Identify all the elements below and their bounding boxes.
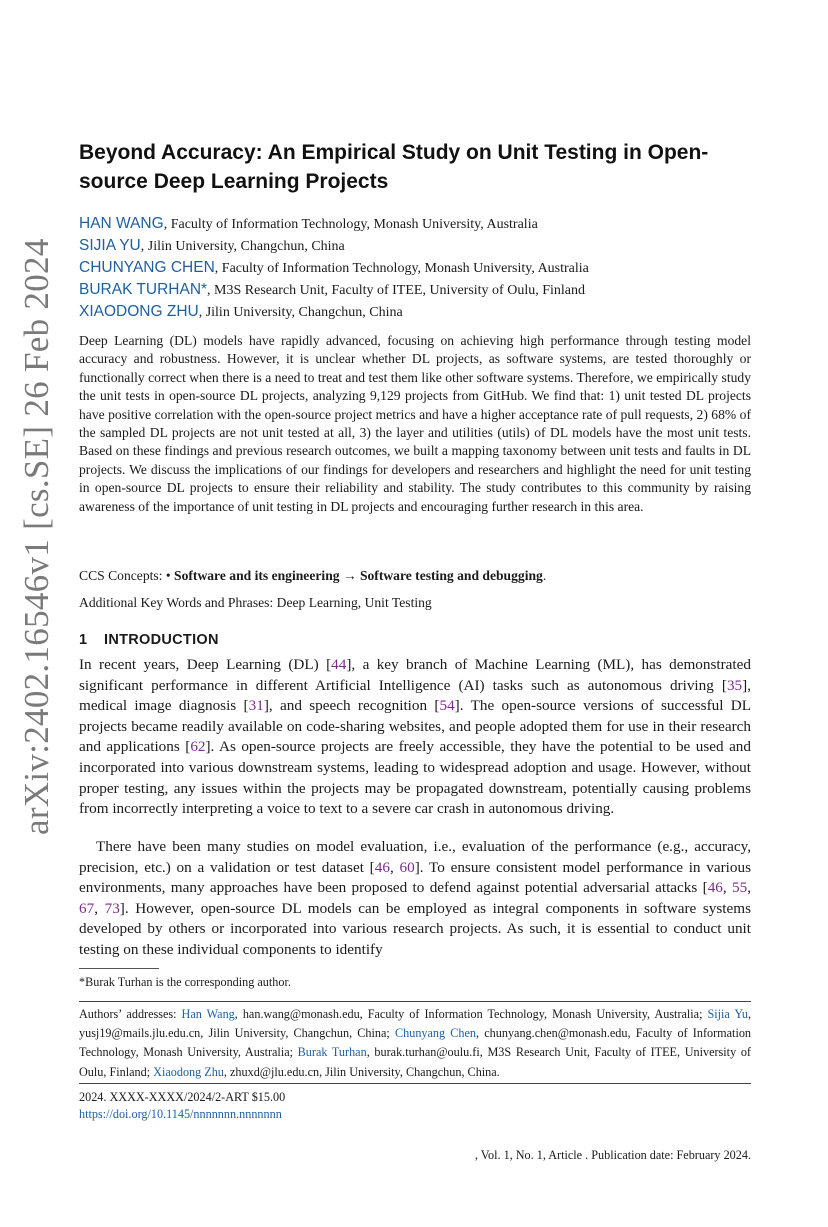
keywords: Additional Key Words and Phrases: Deep Learning, Unit Testing [79,595,432,610]
citation-link[interactable]: 55 [732,879,748,897]
author-affiliation: , Jilin University, Changchun, China [140,239,345,254]
ccs-label: CCS Concepts: • [79,568,175,583]
doi-link[interactable]: https://doi.org/10.1145/nnnnnnn.nnnnnnn [79,1107,282,1121]
text-run: , [722,879,733,897]
ccs-concepts [79,567,751,585]
citation-link[interactable]: 31 [248,697,264,715]
intro-paragraph-1 [79,655,751,820]
paper-title: Beyond Accuracy: An Empirical Study on Unit Testing in Open-source Deep Learning Projects [79,141,709,193]
citation-link[interactable]: 46 [374,858,390,876]
author-entry [79,235,769,257]
section-heading [79,630,219,650]
citation-link[interactable]: 62 [190,738,206,756]
author-entry [79,279,769,301]
citation-link[interactable]: 67 [79,899,95,917]
author-entry [79,301,769,323]
author-link[interactable]: Xiaodong Zhu [153,1064,224,1079]
author-link[interactable]: Chunyang Chen [395,1026,477,1041]
text-run: , chunyang.chen@monash.edu, Faculty of Information Technology, Monash University, Australia; [79,1026,752,1060]
author-link[interactable]: Burak Turhan [297,1045,367,1060]
ccs-end: . [542,568,547,583]
text-run: , zhuxd@jlu.edu.cn, Jilin University, Changchun, China. [223,1064,500,1079]
citation-link[interactable]: 46 [707,879,723,897]
text-run: , burak.turhan@oulu.fi, M3S Research Unit, Faculty of ITEE, University of Oulu, Finland; [79,1045,751,1079]
addresses-bottom-rule [79,1083,751,1084]
abstract: Deep Learning (DL) models have rapidly advanced, focusing on achieving high performance through testing model accuracy and robustness. However, it is unclear whether DL projects, as software systems, are tested thoroughly or functionally correct when there is a need to treat and test them like other software systems. Therefore, we empirically study the unit tests in open-source DL projects, analyzing 9,129 projects from GitHub. We find that: 1) unit tested DL projects have positive correlation with the open-source project metrics and have a higher acceptance rate of pull requests, 2) 68% of the sampled DL projects are not unit tested at all, 3) the layer and utilities (utils) of DL models have the most unit tests. Based on these findings and previous research outcomes, we built a mapping taxonomy between unit tests and faults in DL projects. We discuss the implications of our findings for developers and researchers and highlight the need for unit testing in open-source DL projects to ensure their reliability and stability. The study contributes to this community by raising awareness of the importance of unit testing in DL projects and encouraging further research in this area. [79,333,751,514]
publication-line: 2024. XXXX-XXXX/2024/2-ART $15.00 [79,1090,286,1104]
text-run: , [94,899,105,917]
addresses-top-rule [79,1001,751,1002]
author-entry [79,213,769,235]
author-affiliation: , Jilin University, Changchun, China [198,305,403,320]
ccs-subconcept: Software testing and debugging [359,568,543,583]
text-run: ], and speech recognition [ [263,697,440,715]
text-run: ], medical image diagnosis [ [79,676,751,715]
citation-link[interactable]: 44 [331,656,347,673]
text-run: ]. However, open-source DL models can be employed as integral components in software systems developed by others or incorporated into various research projects. As such, it is essential to conduct unit testing on these individual components to identify [79,899,751,958]
author-affiliation: , Faculty of Information Technology, Monash University, Australia [163,217,538,232]
author-name: SIJIA YU [79,237,141,254]
author-list [79,213,769,323]
author-name: XIAODONG ZHU [79,303,199,320]
author-name: HAN WANG [79,215,164,232]
text-run: , yusj19@mails.jlu.edu.cn, Jilin University, Changchun, China; [79,1007,751,1041]
author-affiliation: , Faculty of Information Technology, Monash University, Australia [214,261,589,276]
citation-link[interactable]: 60 [399,858,415,876]
footnote: *Burak Turhan is the corresponding author. [79,975,291,989]
author-name: CHUNYANG CHEN [79,259,215,276]
author-name: BURAK TURHAN* [79,281,208,298]
ccs-arrow: → [339,568,360,583]
text-run: , han.wang@monash.edu, Faculty of Information Technology, Monash University, Australia; [234,1007,708,1021]
citation-link[interactable]: 54 [439,697,455,715]
text-run: In recent years, Deep Learning (DL) [ [79,656,332,673]
author-link[interactable]: Sijia Yu [707,1007,748,1021]
section-title: INTRODUCTION [104,632,219,648]
text-run: ]. The open-source versions of successful DL projects became readily available on code-sharing websites, and people adopted them for use in their research and applications [ [79,697,752,756]
ccs-concept: Software and its engineering [174,568,340,583]
arxiv-identifier: arXiv:2402.16546v1 [cs.SE] 26 Feb 2024 [17,238,56,835]
text-run: , [747,879,752,897]
author-entry [79,257,769,279]
text-run: Authors’ addresses: [79,1007,182,1021]
text-run: There have been many studies on model evaluation, i.e., evaluation of the performance (e.g., accuracy, precision, etc.) on a validation or test dataset [ [79,838,751,876]
author-addresses [79,1005,751,1082]
text-run: ]. As open-source projects are freely accessible, they have the potential to be used and incorporated into various downstream systems, leading to widespread adoption and usage. However, without proper testing, any issues within the projects may be propagated downstream, potentially causing problems from incorrectly interpreting a voice to text to a severe car crash in autonomous driving. [79,738,751,818]
running-footer: , Vol. 1, No. 1, Article . Publication date: February 2024. [474,1148,751,1162]
text-run: , [389,858,400,876]
citation-link[interactable]: 35 [726,676,743,694]
section-number: 1 [79,632,88,648]
author-affiliation: , M3S Research Unit, Faculty of ITEE, University of Oulu, Finland [207,283,585,298]
footnote-divider [79,968,159,969]
text-run: ]. To ensure consistent model performance in various environments, many approaches have been proposed to defend against potential adversarial attacks [ [79,858,751,897]
publication-info [79,1089,285,1123]
text-run: ], a key branch of Machine Learning (ML), has demonstrated significant performance in different Artificial Intelligence (AI) tasks such as autonomous driving [ [79,656,751,694]
citation-link[interactable]: 73 [104,899,120,917]
intro-paragraph-2 [79,837,751,961]
author-link[interactable]: Han Wang [181,1007,235,1021]
